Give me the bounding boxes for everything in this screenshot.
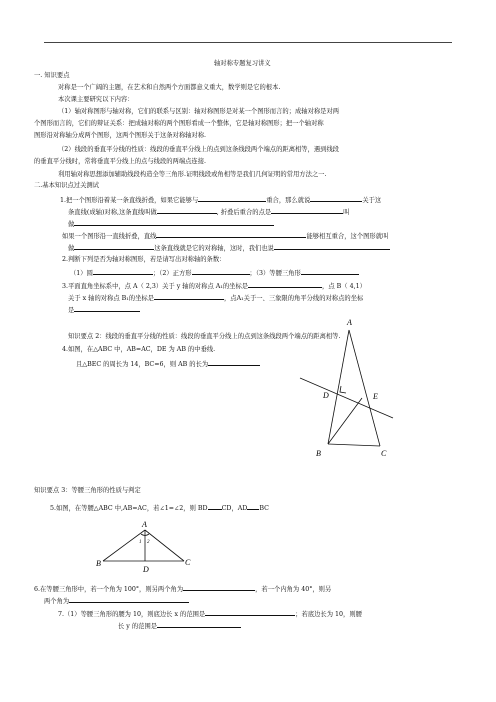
- question-1-line-2: 条直线(成轴)对称,这条直线叫做 , 折叠后重合的点是 叫: [68, 209, 350, 216]
- angle-arc: [141, 534, 149, 536]
- answer-blank[interactable]: [154, 293, 224, 300]
- perpendicular-bisector-line: [300, 378, 393, 418]
- question-5: 5.如图，在等腰△ABC 中,AB=AC，若∠1=∠2，则 BD CD，AD BC: [50, 505, 269, 512]
- answer-blank[interactable]: [74, 219, 274, 226]
- question-3-line-2: 关于 x 轴的对称点 B₁的坐标是 ，点A₁关于一、三象限的角平分线的对称点的坐标: [68, 295, 364, 302]
- answer-blank[interactable]: [156, 231, 306, 238]
- label-b: B: [316, 449, 321, 458]
- answer-blank[interactable]: [248, 281, 322, 288]
- question-6-line-1: 6.在等腰三角形中，若一个角为 100°，则另两个角为 ，若一个内角为 40°，则另: [34, 586, 332, 593]
- answer-blank[interactable]: [271, 207, 343, 214]
- angle-label-1: 1: [139, 540, 142, 545]
- label-b: B: [96, 559, 101, 568]
- paragraph: （1）轴对称图形与轴对称，它们的联系与区别：轴对称图形是对某一个图形而言的；成轴对称是对两: [58, 108, 340, 115]
- segment-ab: [103, 530, 145, 561]
- knowledge-point-3: 知识要点 3：等腰三角形的性质与判定: [34, 487, 141, 494]
- label-a: A: [347, 318, 352, 327]
- segment-ac: [145, 530, 184, 561]
- answer-blank[interactable]: [74, 243, 154, 250]
- answer-blank[interactable]: [192, 268, 250, 275]
- answer-blank[interactable]: [74, 305, 140, 312]
- question-3-line-1: 3.平面直角坐标系中，点 A（ 2,3）关于 y 轴的对称点 A₁的坐标是 ，点 B（ 4,1）: [62, 283, 366, 290]
- answer-blank[interactable]: [274, 243, 390, 250]
- answer-blank[interactable]: [247, 503, 259, 510]
- question-2-line-2: （1）圆 ；（2）正方形 ；（3）等腰三角形: [70, 268, 359, 278]
- paragraph: 的垂直平分线时，常将垂直平分线上的点与线段的两端点连接.: [34, 158, 207, 165]
- answer-blank[interactable]: [157, 621, 241, 628]
- question-4-line-1: 4.如图，在△ABC 中，AB=AC，DE 为 AB 的中垂线.: [62, 346, 216, 353]
- segment-be: [328, 398, 362, 444]
- answer-blank[interactable]: [157, 207, 217, 214]
- label-c: C: [381, 449, 387, 458]
- question-1-line-4: 如果一个图形沿一直线折叠，直线 能够相互重合，这个图形就叫: [62, 233, 389, 240]
- paragraph: 利用轴对称思想添加辅助线段构造全等三角形.证明线段或角相等是我们几何证明的常用方法之一.: [58, 171, 327, 178]
- paragraph: 本次课主要研究以下内容：: [58, 96, 134, 103]
- answer-blank[interactable]: [93, 268, 153, 275]
- answer-blank[interactable]: [198, 195, 266, 202]
- answer-blank[interactable]: [205, 609, 295, 616]
- paragraph: 对称是一个广阔的主题，在艺术和自然两个方面都意义重大，数学则是它的根本.: [58, 84, 281, 91]
- right-angle-mark: [340, 386, 346, 393]
- question-7-line-1: 7.（1）等腰三角形的腰为 10，则底边长 x 的范围是 ；若底边长为 10，则腰: [58, 611, 362, 618]
- paragraph: （2）线段的垂直平分线的性质：线段的垂直平分线上的点到这条线段两个端点的距离相等，遇到线段: [58, 146, 340, 153]
- answer-blank[interactable]: [183, 584, 255, 591]
- question-2-line-1: 2.判断下列是否为轴对称图形，若是请写出对称轴的条数：: [62, 256, 226, 263]
- segment-bc: [328, 444, 380, 446]
- segment-ac: [349, 330, 380, 446]
- question-1-line-1: 1.把一个图形沿着某一条直线折叠，如果它能够与 重合，那么就说 关于这: [60, 197, 382, 204]
- answer-blank[interactable]: [69, 596, 189, 603]
- label-c: C: [185, 558, 191, 567]
- question-6-line-2: 两个角为: [44, 596, 189, 606]
- label-e: E: [373, 392, 378, 401]
- answer-blank[interactable]: [208, 503, 222, 510]
- answer-blank[interactable]: [301, 268, 359, 275]
- answer-blank[interactable]: [208, 359, 260, 366]
- page-title: 轴对称专题复习讲义: [214, 60, 271, 67]
- label-a: A: [142, 520, 147, 529]
- knowledge-point-2: 知识要点 2：线段的垂直平分线的性质：线段的垂直平分线上的点到这条线段两个端点的距离相等.: [68, 333, 341, 340]
- answer-blank[interactable]: [310, 195, 362, 202]
- question-7-line-2: 长 y 的范围是: [118, 621, 241, 631]
- segment-ab: [328, 330, 349, 444]
- label-d: D: [143, 565, 149, 574]
- section-heading: 二.基本知识点过关测试: [34, 182, 99, 189]
- section-heading: 一. 知识要点: [34, 72, 70, 79]
- paragraph: 个图形而言的，它们的辩证关系：把成轴对称的两个图形看成一个整体，它是轴对称图形；把一个轴对称: [34, 120, 324, 127]
- question-1-line-3: 做: [68, 219, 274, 229]
- question-1-line-5: 做 这条直线就是它的对称轴，这时，我们也说: [68, 243, 390, 253]
- header-rule: [44, 42, 452, 43]
- question-3-line-3: 是: [68, 305, 140, 315]
- paragraph: 图形沿对称轴分成两个图形，这两个图形关于这条对称轴对称.: [34, 132, 207, 139]
- angle-label-2: 2: [147, 540, 150, 545]
- question-4-line-2: 且△BEC 的周长为 14，BC=6，则 AB 的长为: [76, 359, 260, 369]
- label-d: D: [323, 391, 329, 400]
